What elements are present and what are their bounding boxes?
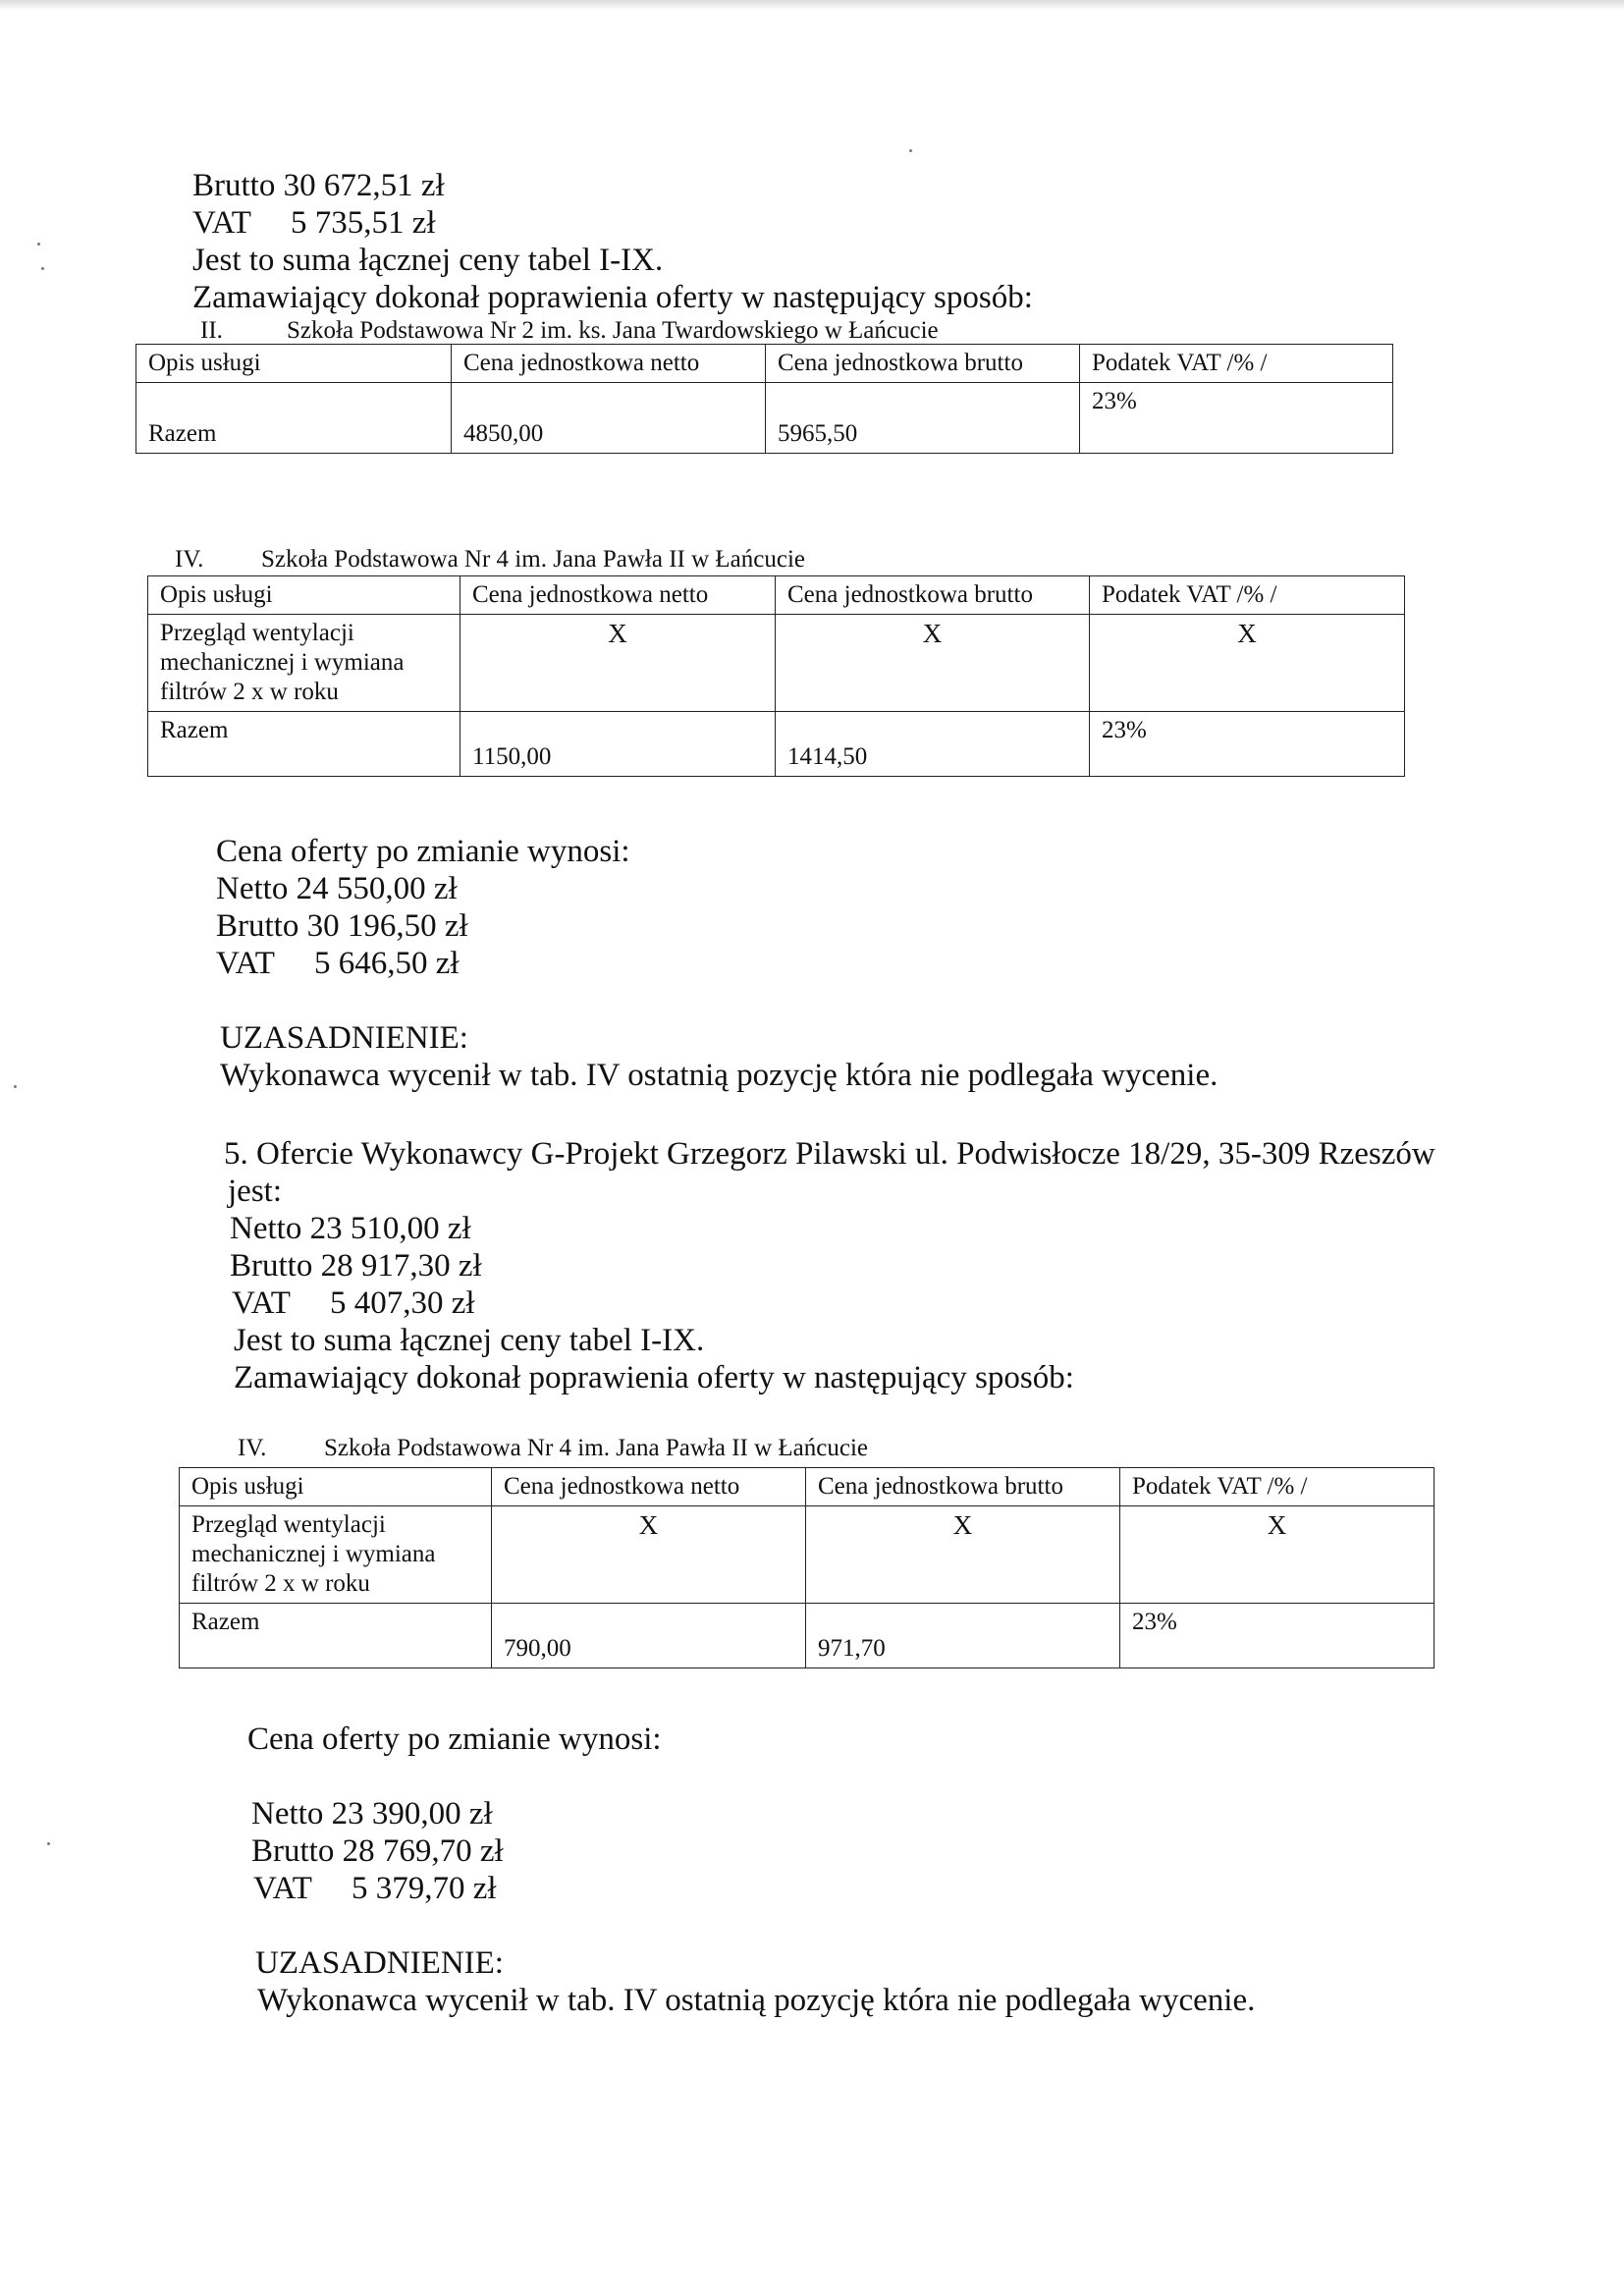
s5-netto: Netto 23 510,00 zł: [230, 1211, 471, 1246]
vat-label: VAT: [253, 1871, 312, 1906]
vat-label: VAT: [216, 946, 275, 981]
scan-speck: [14, 1085, 17, 1088]
s4-justification-text: Wykonawca wycenił w tab. IV ostatnią pozycję która nie podlegała wycenie.: [220, 1058, 1218, 1093]
s4-vat: [192, 204, 436, 242]
table-cell: 790,00: [492, 1604, 806, 1668]
scan-edge: [0, 0, 1624, 10]
table-cell: X: [460, 615, 776, 712]
vat-value: 5 735,51 zł: [291, 205, 436, 241]
table-cell: X: [776, 615, 1090, 712]
s4-table-iv: [147, 575, 1405, 777]
table-cell: X: [492, 1506, 806, 1604]
s5-vat: [232, 1285, 475, 1322]
vat-value: 5 407,30 zł: [330, 1285, 475, 1321]
header-cell: Opis usługi: [180, 1468, 492, 1506]
s4-justification-label: UZASADNIENIE:: [220, 1020, 468, 1056]
header-cell: Opis usługi: [136, 345, 452, 383]
s4-table-iv-heading: [175, 545, 805, 574]
table-number: II.: [200, 317, 223, 344]
table-row: [180, 1506, 1435, 1604]
table-cell: Przegląd wentylacji mechanicznej i wymiana filtrów 2 x w roku: [148, 615, 460, 712]
s5-justification-label: UZASADNIENIE:: [255, 1945, 504, 1981]
header-cell: Podatek VAT /% /: [1090, 576, 1405, 615]
vat-label: VAT: [232, 1285, 291, 1321]
table-cell: Razem: [148, 712, 460, 777]
scan-speck: [47, 1842, 50, 1845]
s4-table-ii-heading: [200, 316, 939, 346]
s5-after-vat: [253, 1870, 497, 1907]
vat-value: 5 379,70 zł: [352, 1871, 497, 1906]
table-row: [136, 383, 1393, 454]
vat-value: 5 646,50 zł: [314, 946, 460, 981]
table-row: [148, 712, 1405, 777]
s5-after-brutto: Brutto 28 769,70 zł: [251, 1833, 504, 1869]
table-cell: X: [1120, 1506, 1435, 1604]
table-cell: 23%: [1120, 1604, 1435, 1668]
table-cell: 971,70: [806, 1604, 1120, 1668]
school-name: Szkoła Podstawowa Nr 2 im. ks. Jana Twardowskiego w Łańcucie: [287, 317, 939, 344]
table-cell: 23%: [1090, 712, 1405, 777]
table-cell: Razem: [136, 383, 452, 454]
table-cell: Razem: [180, 1604, 492, 1668]
table-row: [180, 1604, 1435, 1668]
s4-brutto: Brutto 30 672,51 zł: [192, 168, 445, 203]
table-cell: X: [1090, 615, 1405, 712]
school-name: Szkoła Podstawowa Nr 4 im. Jana Pawła II w Łańcucie: [324, 1435, 869, 1461]
table-number: IV.: [238, 1435, 267, 1461]
header-cell: Cena jednostkowa netto: [492, 1468, 806, 1506]
s5-justification-text: Wykonawca wycenił w tab. IV ostatnią pozycję która nie podlegała wycenie.: [257, 1983, 1256, 2018]
s5-brutto: Brutto 28 917,30 zł: [230, 1248, 482, 1284]
table-header-row: [136, 345, 1393, 383]
s5-correction-intro: Zamawiający dokonał poprawienia oferty w następujący sposób:: [234, 1360, 1074, 1395]
s4-after-brutto: Brutto 30 196,50 zł: [216, 908, 468, 944]
table-cell: 4850,00: [452, 383, 766, 454]
s5-after-netto: Netto 23 390,00 zł: [251, 1796, 493, 1831]
header-cell: Cena jednostkowa brutto: [806, 1468, 1120, 1506]
scan-speck: [41, 267, 44, 270]
vat-label: VAT: [192, 205, 251, 241]
header-cell: Opis usługi: [148, 576, 460, 615]
s5-after-intro: Cena oferty po zmianie wynosi:: [247, 1722, 662, 1757]
header-cell: Podatek VAT /% /: [1120, 1468, 1435, 1506]
s4-after-vat: [216, 945, 460, 982]
table-number: IV.: [175, 546, 204, 573]
table-cell: 5965,50: [766, 383, 1080, 454]
s4-after-netto: Netto 24 550,00 zł: [216, 871, 458, 906]
s4-after-intro: Cena oferty po zmianie wynosi:: [216, 834, 630, 869]
table-cell: Przegląd wentylacji mechanicznej i wymiana filtrów 2 x w roku: [180, 1506, 492, 1604]
header-cell: Cena jednostkowa netto: [460, 576, 776, 615]
table-row: [148, 615, 1405, 712]
table-cell: 23%: [1080, 383, 1393, 454]
s5-table-iv: [179, 1467, 1435, 1668]
scan-speck: [37, 243, 40, 246]
table-cell: 1414,50: [776, 712, 1090, 777]
table-header-row: [180, 1468, 1435, 1506]
table-cell: 1150,00: [460, 712, 776, 777]
header-cell: Cena jednostkowa brutto: [766, 345, 1080, 383]
s4-correction-intro: Zamawiający dokonał poprawienia oferty w następujący sposób:: [192, 280, 1033, 315]
header-cell: Podatek VAT /% /: [1080, 345, 1393, 383]
s5-sum-note: Jest to suma łącznej ceny tabel I-IX.: [234, 1323, 705, 1358]
header-cell: Cena jednostkowa netto: [452, 345, 766, 383]
table-cell: X: [806, 1506, 1120, 1604]
s5-title: 5. Ofercie Wykonawcy G-Projekt Grzegorz Pilawski ul. Podwisłocze 18/29, 35-309 Rzeszów: [224, 1136, 1435, 1172]
school-name: Szkoła Podstawowa Nr 4 im. Jana Pawła II w Łańcucie: [261, 546, 806, 573]
s5-table-iv-heading: [238, 1434, 868, 1463]
header-cell: Cena jednostkowa brutto: [776, 576, 1090, 615]
s4-table-ii: [135, 344, 1393, 454]
s5-title-cont: jest:: [228, 1174, 282, 1209]
s4-sum-note: Jest to suma łącznej ceny tabel I-IX.: [192, 243, 664, 278]
table-header-row: [148, 576, 1405, 615]
scan-speck: [909, 149, 912, 152]
